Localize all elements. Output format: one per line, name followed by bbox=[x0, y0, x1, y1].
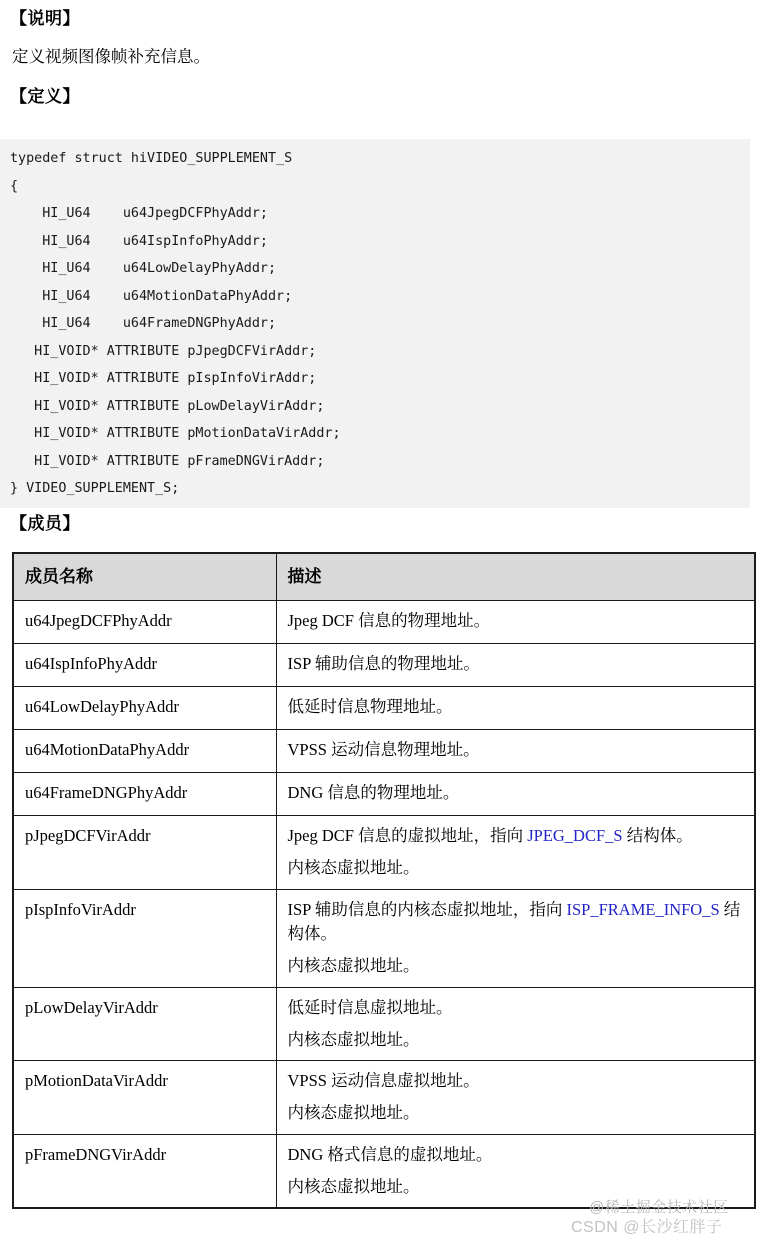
section-heading-description: 【说明】 bbox=[10, 9, 80, 28]
description-line: 低延时信息物理地址。 bbox=[287, 697, 453, 716]
column-header-description: 描述 bbox=[276, 553, 755, 601]
table-row bbox=[13, 816, 755, 890]
cell-description bbox=[276, 816, 755, 890]
column-header-member-name: 成员名称 bbox=[13, 553, 276, 601]
description-line: 内核态虚拟地址。 bbox=[287, 857, 420, 877]
cell-description bbox=[276, 1061, 755, 1135]
watermark-juejin: @稀土掘金技术社区 bbox=[589, 1199, 729, 1216]
code-line: HI_VOID* ATTRIBUTE pLowDelayVirAddr; bbox=[10, 398, 325, 414]
description-line: DNG 信息的物理地址。 bbox=[287, 783, 460, 802]
table-row bbox=[13, 1134, 755, 1208]
code-line: } VIDEO_SUPPLEMENT_S; bbox=[10, 481, 180, 497]
description-line: 内核态虚拟地址。 bbox=[287, 956, 420, 975]
section-heading-members: 【成员】 bbox=[10, 514, 80, 533]
code-line: HI_U64 u64IspInfoPhyAddr; bbox=[10, 233, 268, 249]
code-line: typedef struct hiVIDEO_SUPPLEMENT_S bbox=[10, 151, 293, 167]
table-row bbox=[13, 889, 755, 987]
description-line: ISP 辅助信息的物理地址。 bbox=[287, 654, 480, 673]
code-line: HI_VOID* ATTRIBUTE pIspInfoVirAddr; bbox=[10, 371, 317, 387]
struct-reference-link[interactable]: JPEG_DCF_S bbox=[527, 826, 623, 845]
section-heading-definition: 【定义】 bbox=[10, 87, 80, 106]
cell-member-name: u64LowDelayPhyAddr bbox=[13, 687, 276, 730]
table-row bbox=[13, 773, 755, 816]
member-table-head bbox=[13, 553, 755, 601]
code-line: HI_VOID* ATTRIBUTE pJpegDCFVirAddr; bbox=[10, 343, 317, 359]
table-row bbox=[13, 601, 755, 644]
description-line: 内核态虚拟地址。 bbox=[287, 1176, 420, 1196]
cell-description bbox=[276, 987, 755, 1061]
cell-member-name: pFrameDNGVirAddr bbox=[13, 1134, 276, 1208]
cell-member-name: pMotionDataVirAddr bbox=[13, 1061, 276, 1135]
table-row bbox=[13, 1061, 755, 1135]
code-line: { bbox=[10, 178, 19, 194]
code-line: HI_U64 u64LowDelayPhyAddr; bbox=[10, 261, 277, 277]
cell-description bbox=[276, 687, 755, 730]
member-table bbox=[12, 552, 756, 1209]
table-row bbox=[13, 644, 755, 687]
struct-definition-code-block bbox=[0, 139, 750, 508]
member-table-body bbox=[13, 601, 755, 1209]
cell-description bbox=[276, 773, 755, 816]
description-line: 内核态虚拟地址。 bbox=[287, 1103, 420, 1122]
description-line: 内核态虚拟地址。 bbox=[287, 1029, 420, 1049]
table-row bbox=[13, 987, 755, 1061]
description-line: VPSS 运动信息物理地址。 bbox=[287, 740, 480, 759]
cell-description bbox=[276, 889, 755, 987]
description-line: Jpeg DCF 信息的物理地址。 bbox=[287, 611, 491, 630]
table-row bbox=[13, 687, 755, 730]
table-row bbox=[13, 730, 755, 773]
cell-member-name: u64FrameDNGPhyAddr bbox=[13, 773, 276, 816]
description-line: Jpeg DCF 信息的虚拟地址，指向 JPEG_DCF_S 结构体。 bbox=[287, 826, 693, 845]
table-header-row bbox=[13, 553, 755, 601]
cell-member-name: pJpegDCFVirAddr bbox=[13, 816, 276, 890]
description-line: DNG 格式信息的虚拟地址。 bbox=[287, 1144, 493, 1164]
description-paragraph: 定义视频图像帧补充信息。 bbox=[12, 47, 210, 66]
watermark-csdn: CSDN @长沙红胖子 bbox=[571, 1219, 723, 1236]
cell-member-name: u64MotionDataPhyAddr bbox=[13, 730, 276, 773]
code-line: HI_VOID* ATTRIBUTE pMotionDataVirAddr; bbox=[10, 426, 341, 442]
cell-description bbox=[276, 730, 755, 773]
cell-description bbox=[276, 601, 755, 644]
description-line: 低延时信息虚拟地址。 bbox=[287, 997, 453, 1017]
struct-reference-link[interactable]: ISP_FRAME_INFO_S bbox=[566, 899, 720, 919]
cell-member-name: u64JpegDCFPhyAddr bbox=[13, 601, 276, 644]
code-line: HI_U64 u64JpegDCFPhyAddr; bbox=[10, 206, 268, 222]
cell-member-name: pLowDelayVirAddr bbox=[13, 987, 276, 1061]
code-line: HI_U64 u64MotionDataPhyAddr; bbox=[10, 288, 293, 304]
code-line: HI_VOID* ATTRIBUTE pFrameDNGVirAddr; bbox=[10, 453, 325, 469]
code-line: HI_U64 u64FrameDNGPhyAddr; bbox=[10, 316, 277, 332]
cell-member-name: pIspInfoVirAddr bbox=[13, 889, 276, 987]
cell-member-name: u64IspInfoPhyAddr bbox=[13, 644, 276, 687]
cell-description bbox=[276, 1134, 755, 1208]
cell-description bbox=[276, 644, 755, 687]
description-line: VPSS 运动信息虚拟地址。 bbox=[287, 1071, 480, 1091]
description-line: ISP 辅助信息的内核态虚拟地址，指向 ISP_FRAME_INFO_S 结构体。 bbox=[287, 899, 741, 944]
